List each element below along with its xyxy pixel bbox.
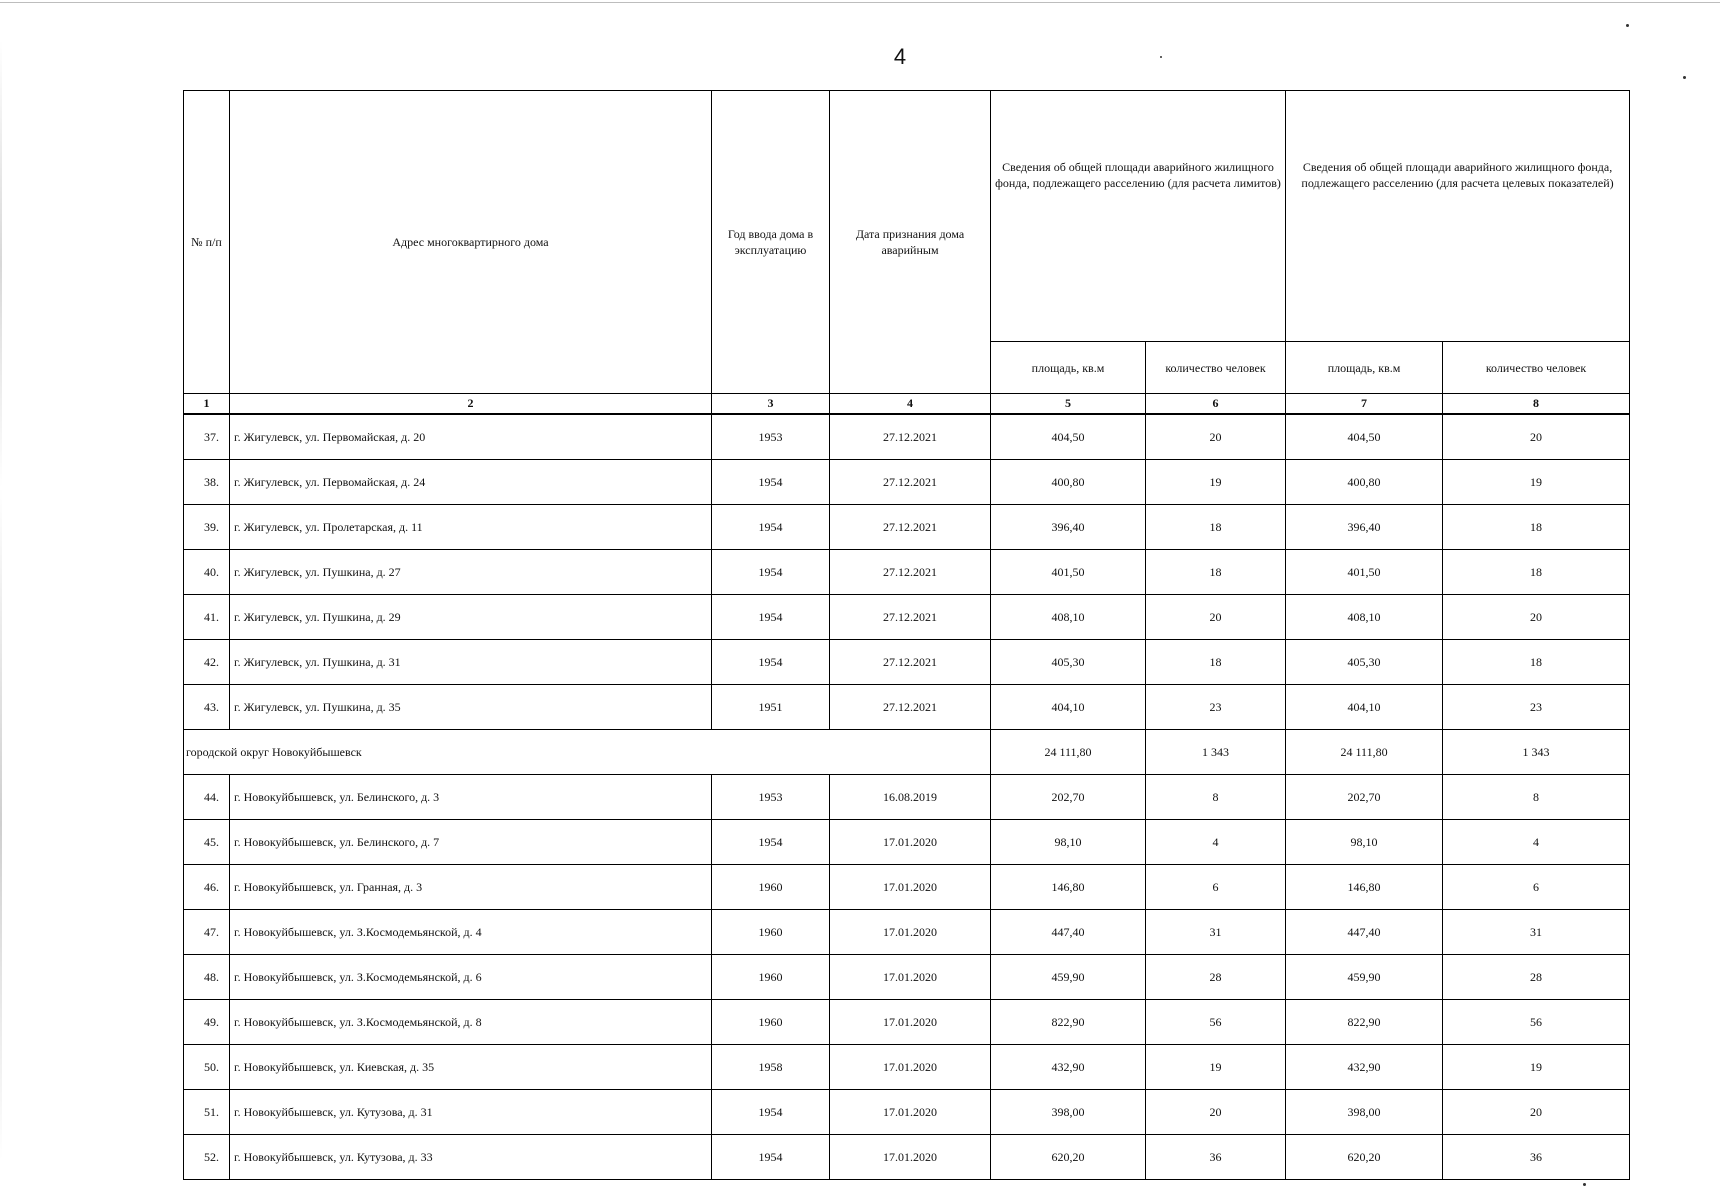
row-people-targets: 56	[1443, 1000, 1630, 1045]
row-people-targets: 20	[1443, 1090, 1630, 1135]
row-people-limits: 23	[1146, 685, 1286, 730]
row-people-limits: 20	[1146, 1090, 1286, 1135]
row-address: г. Жигулевск, ул. Первомайская, д. 20	[230, 414, 712, 460]
row-people-limits: 20	[1146, 595, 1286, 640]
row-number: 51.	[184, 1090, 230, 1135]
column-number: 6	[1146, 394, 1286, 415]
row-area-targets: 620,20	[1286, 1135, 1443, 1180]
table-row	[184, 910, 1630, 955]
scan-speck	[1626, 24, 1629, 27]
row-people-targets: 20	[1443, 595, 1630, 640]
row-people-targets: 18	[1443, 505, 1630, 550]
row-area-targets: 396,40	[1286, 505, 1443, 550]
row-area-targets: 404,10	[1286, 685, 1443, 730]
row-year: 1954	[712, 1135, 830, 1180]
row-area-limits: 396,40	[991, 505, 1146, 550]
row-area-limits: 408,10	[991, 595, 1146, 640]
row-people-limits: 19	[1146, 460, 1286, 505]
table-body-district	[184, 730, 1630, 775]
column-number: 5	[991, 394, 1146, 415]
row-area-targets: 404,50	[1286, 414, 1443, 460]
district-people-1: 1 343	[1146, 730, 1286, 775]
scan-speck	[1583, 1183, 1586, 1186]
row-address: г. Жигулевск, ул. Пролетарская, д. 11	[230, 505, 712, 550]
row-people-targets: 36	[1443, 1135, 1630, 1180]
row-date: 17.01.2020	[830, 955, 991, 1000]
row-people-limits: 19	[1146, 1045, 1286, 1090]
table-row	[184, 775, 1630, 820]
table-row	[184, 955, 1630, 1000]
row-year: 1954	[712, 1090, 830, 1135]
row-year: 1953	[712, 775, 830, 820]
row-area-targets: 398,00	[1286, 1090, 1443, 1135]
row-area-targets: 202,70	[1286, 775, 1443, 820]
column-number: 7	[1286, 394, 1443, 415]
district-people-2: 1 343	[1443, 730, 1630, 775]
row-number: 42.	[184, 640, 230, 685]
row-address: г. Жигулевск, ул. Пушкина, д. 31	[230, 640, 712, 685]
row-area-targets: 432,90	[1286, 1045, 1443, 1090]
row-address: г. Жигулевск, ул. Пушкина, д. 35	[230, 685, 712, 730]
row-year: 1954	[712, 505, 830, 550]
table-row	[184, 595, 1630, 640]
column-number: 1	[184, 394, 230, 415]
row-people-limits: 20	[1146, 414, 1286, 460]
table-row	[184, 1090, 1630, 1135]
row-people-targets: 8	[1443, 775, 1630, 820]
scan-edge-left	[0, 40, 2, 1160]
row-area-limits: 620,20	[991, 1135, 1146, 1180]
row-date: 17.01.2020	[830, 1135, 991, 1180]
header-group-limits: Сведения об общей площади аварийного жилищного фонда, подлежащего расселению (для расчета лимитов)	[991, 91, 1286, 342]
table-row	[184, 865, 1630, 910]
row-year: 1953	[712, 414, 830, 460]
row-people-targets: 18	[1443, 550, 1630, 595]
table-row	[184, 550, 1630, 595]
table-row	[184, 640, 1630, 685]
row-number: 39.	[184, 505, 230, 550]
row-area-limits: 404,10	[991, 685, 1146, 730]
row-people-targets: 6	[1443, 865, 1630, 910]
row-number: 40.	[184, 550, 230, 595]
scan-speck	[1160, 56, 1162, 58]
row-number: 45.	[184, 820, 230, 865]
row-number: 37.	[184, 414, 230, 460]
row-date: 27.12.2021	[830, 550, 991, 595]
header-area-1: площадь, кв.м	[991, 342, 1146, 394]
row-area-targets: 98,10	[1286, 820, 1443, 865]
row-area-targets: 822,90	[1286, 1000, 1443, 1045]
row-year: 1960	[712, 910, 830, 955]
row-address: г. Новокуйбышевск, ул. Киевская, д. 35	[230, 1045, 712, 1090]
row-area-limits: 400,80	[991, 460, 1146, 505]
table-body-zhigulevsk	[184, 414, 1630, 730]
row-area-limits: 405,30	[991, 640, 1146, 685]
row-number: 41.	[184, 595, 230, 640]
row-number: 38.	[184, 460, 230, 505]
row-address: г. Новокуйбышевск, ул. Кутузова, д. 31	[230, 1090, 712, 1135]
row-address: г. Новокуйбышевск, ул. З.Космодемьянской, д. 4	[230, 910, 712, 955]
header-address: Адрес многоквартирного дома	[230, 91, 712, 394]
column-number: 3	[712, 394, 830, 415]
header-area-2: площадь, кв.м	[1286, 342, 1443, 394]
row-people-limits: 18	[1146, 505, 1286, 550]
row-area-limits: 398,00	[991, 1090, 1146, 1135]
row-area-limits: 401,50	[991, 550, 1146, 595]
row-area-limits: 404,50	[991, 414, 1146, 460]
table-row	[184, 505, 1630, 550]
row-date: 27.12.2021	[830, 685, 991, 730]
row-people-targets: 23	[1443, 685, 1630, 730]
row-date: 27.12.2021	[830, 505, 991, 550]
row-date: 17.01.2020	[830, 910, 991, 955]
table-row	[184, 460, 1630, 505]
row-date: 17.01.2020	[830, 1000, 991, 1045]
row-area-targets: 146,80	[1286, 865, 1443, 910]
row-date: 27.12.2021	[830, 414, 991, 460]
row-year: 1954	[712, 550, 830, 595]
row-people-targets: 19	[1443, 460, 1630, 505]
row-date: 17.01.2020	[830, 865, 991, 910]
district-row	[184, 730, 1630, 775]
district-area-2: 24 111,80	[1286, 730, 1443, 775]
header-people-1: количество человек	[1146, 342, 1286, 394]
column-number: 2	[230, 394, 712, 415]
row-year: 1960	[712, 1000, 830, 1045]
table-row	[184, 414, 1630, 460]
row-year: 1960	[712, 865, 830, 910]
scan-speck	[1683, 76, 1686, 79]
row-date: 27.12.2021	[830, 460, 991, 505]
row-year: 1954	[712, 595, 830, 640]
row-number: 46.	[184, 865, 230, 910]
row-people-limits: 18	[1146, 550, 1286, 595]
row-address: г. Новокуйбышевск, ул. Белинского, д. 3	[230, 775, 712, 820]
row-year: 1954	[712, 820, 830, 865]
row-people-targets: 19	[1443, 1045, 1630, 1090]
row-people-limits: 4	[1146, 820, 1286, 865]
row-people-targets: 18	[1443, 640, 1630, 685]
row-people-limits: 18	[1146, 640, 1286, 685]
page-number: 4	[893, 44, 907, 69]
row-people-limits: 56	[1146, 1000, 1286, 1045]
district-area-1: 24 111,80	[991, 730, 1146, 775]
header-num: № п/п	[184, 91, 230, 394]
row-area-targets: 401,50	[1286, 550, 1443, 595]
row-people-limits: 6	[1146, 865, 1286, 910]
row-address: г. Новокуйбышевск, ул. Белинского, д. 7	[230, 820, 712, 865]
row-area-targets: 400,80	[1286, 460, 1443, 505]
district-name: городской округ Новокуйбышевск	[184, 730, 991, 775]
row-area-limits: 202,70	[991, 775, 1146, 820]
row-people-limits: 8	[1146, 775, 1286, 820]
table-row	[184, 1045, 1630, 1090]
row-year: 1954	[712, 460, 830, 505]
row-address: г. Новокуйбышевск, ул. З.Космодемьянской, д. 6	[230, 955, 712, 1000]
row-people-limits: 36	[1146, 1135, 1286, 1180]
column-number: 8	[1443, 394, 1630, 415]
row-address: г. Жигулевск, ул. Пушкина, д. 27	[230, 550, 712, 595]
row-area-limits: 146,80	[991, 865, 1146, 910]
row-people-targets: 31	[1443, 910, 1630, 955]
table-row	[184, 1135, 1630, 1180]
row-date: 27.12.2021	[830, 595, 991, 640]
row-people-targets: 4	[1443, 820, 1630, 865]
row-area-limits: 447,40	[991, 910, 1146, 955]
row-number: 52.	[184, 1135, 230, 1180]
row-area-limits: 98,10	[991, 820, 1146, 865]
table-row	[184, 820, 1630, 865]
row-address: г. Новокуйбышевск, ул. З.Космодемьянской, д. 8	[230, 1000, 712, 1045]
row-number: 44.	[184, 775, 230, 820]
table-row	[184, 685, 1630, 730]
row-area-limits: 432,90	[991, 1045, 1146, 1090]
row-area-targets: 459,90	[1286, 955, 1443, 1000]
header-year: Год ввода дома в эксплуатацию	[712, 91, 830, 394]
row-date: 17.01.2020	[830, 1090, 991, 1135]
row-address: г. Новокуйбышевск, ул. Кутузова, д. 33	[230, 1135, 712, 1180]
housing-table	[183, 90, 1630, 1180]
row-date: 27.12.2021	[830, 640, 991, 685]
row-number: 49.	[184, 1000, 230, 1045]
row-people-limits: 28	[1146, 955, 1286, 1000]
row-date: 16.08.2019	[830, 775, 991, 820]
row-year: 1951	[712, 685, 830, 730]
row-people-limits: 31	[1146, 910, 1286, 955]
header-group-targets: Сведения об общей площади аварийного жилищного фонда, подлежащего расселению (для расчета целевых показателей)	[1286, 91, 1630, 342]
table-row	[184, 1000, 1630, 1045]
row-year: 1958	[712, 1045, 830, 1090]
row-area-targets: 447,40	[1286, 910, 1443, 955]
row-number: 48.	[184, 955, 230, 1000]
row-number: 50.	[184, 1045, 230, 1090]
row-people-targets: 20	[1443, 414, 1630, 460]
row-date: 17.01.2020	[830, 1045, 991, 1090]
row-date: 17.01.2020	[830, 820, 991, 865]
scan-edge-top	[0, 2, 1720, 3]
row-people-targets: 28	[1443, 955, 1630, 1000]
row-address: г. Новокуйбышевск, ул. Гранная, д. 3	[230, 865, 712, 910]
row-area-targets: 405,30	[1286, 640, 1443, 685]
row-address: г. Жигулевск, ул. Первомайская, д. 24	[230, 460, 712, 505]
row-number: 47.	[184, 910, 230, 955]
column-number: 4	[830, 394, 991, 415]
row-area-limits: 822,90	[991, 1000, 1146, 1045]
row-area-limits: 459,90	[991, 955, 1146, 1000]
row-number: 43.	[184, 685, 230, 730]
row-year: 1960	[712, 955, 830, 1000]
row-area-targets: 408,10	[1286, 595, 1443, 640]
header-date: Дата признания дома аварийным	[830, 91, 991, 394]
row-year: 1954	[712, 640, 830, 685]
table-body-novokuybyshevsk	[184, 775, 1630, 1180]
header-people-2: количество человек	[1443, 342, 1630, 394]
row-address: г. Жигулевск, ул. Пушкина, д. 29	[230, 595, 712, 640]
